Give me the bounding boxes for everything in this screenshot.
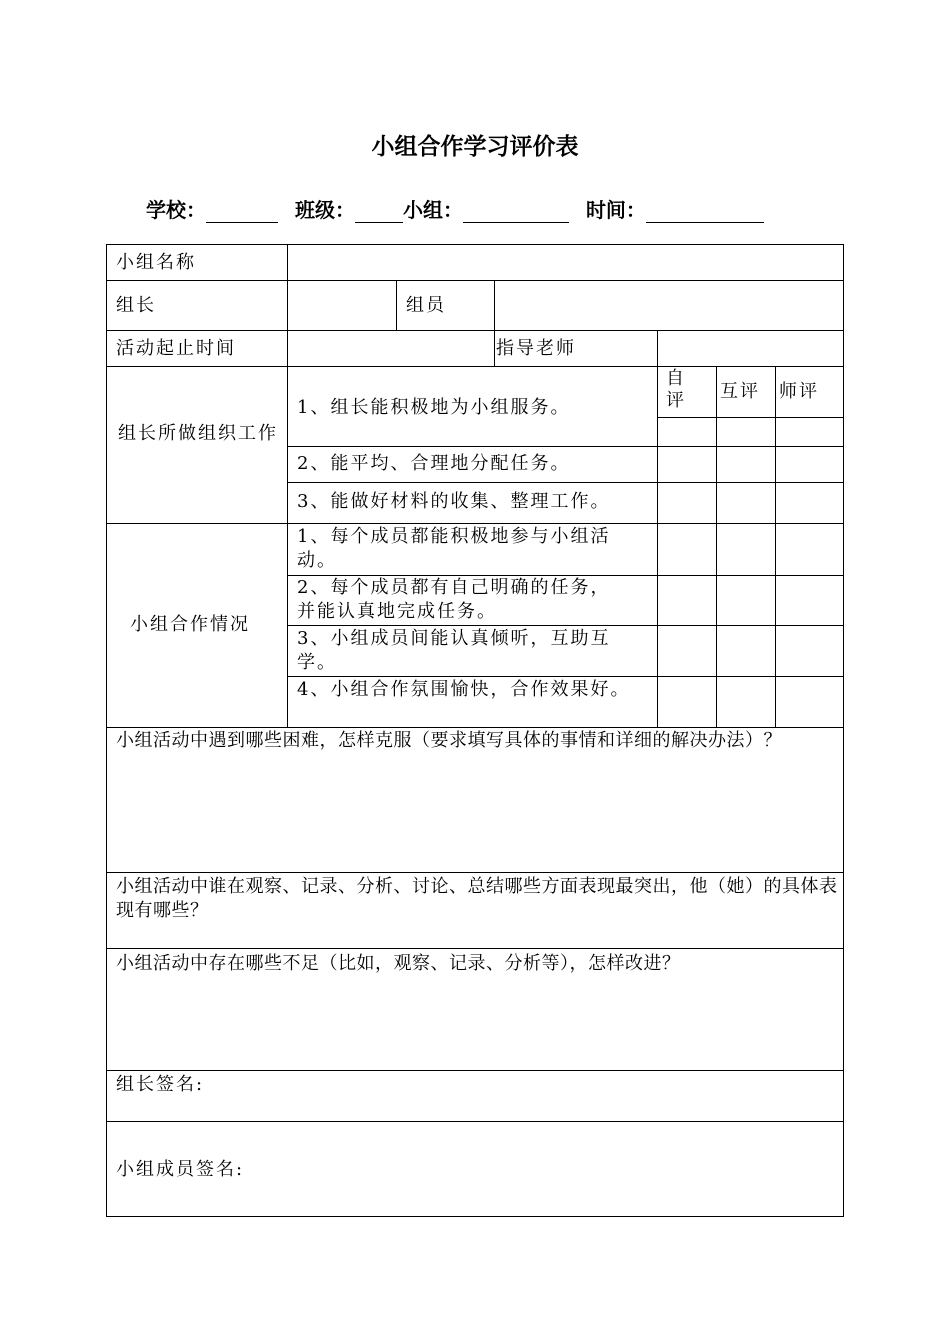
col-divider	[657, 330, 658, 727]
activity-time-label: 活动起止时间	[116, 338, 236, 359]
group-name-label: 小组名称	[116, 252, 196, 273]
time-blank[interactable]	[646, 200, 764, 223]
teacher-label: 指导老师	[496, 338, 576, 359]
row-divider	[106, 1070, 844, 1071]
cooperation-section-label: 小组合作情况	[130, 614, 250, 635]
group-blank[interactable]	[463, 200, 569, 223]
cooperation-item: 4、小组合作氛围愉快，合作效果好。	[297, 679, 631, 700]
question-shortcomings: 小组活动中存在哪些不足（比如，观察、记录、分析等），怎样改进？	[116, 953, 681, 974]
question-outstanding: 小组活动中谁在观察、记录、分析、讨论、总结哪些方面表现最突出，他（她）的具体表现有哪些？	[116, 876, 838, 921]
leader-item: 1、组长能积极地为小组服务。	[297, 397, 571, 418]
member-label: 组员	[406, 295, 446, 316]
school-blank[interactable]	[206, 200, 278, 223]
leader-label: 组长	[116, 295, 156, 316]
row-divider	[106, 280, 844, 281]
row-divider	[287, 482, 844, 483]
row-divider	[106, 366, 844, 367]
time-label: 时间：	[585, 198, 646, 222]
class-label: 班级：	[294, 198, 355, 222]
cooperation-item: 1、每个成员都能积极地参与小组活动。	[297, 526, 611, 571]
row-divider	[106, 1121, 844, 1122]
class-blank[interactable]	[355, 200, 403, 223]
col-divider	[775, 366, 776, 727]
leader-item: 2、能平均、合理地分配任务。	[297, 453, 571, 474]
row-divider	[106, 948, 844, 949]
cooperation-item: 3、小组成员间能认真倾听，互助互学。	[297, 628, 611, 673]
leader-item: 3、能做好材料的收集、整理工作。	[297, 491, 611, 512]
group-label: 小组：	[402, 198, 463, 222]
school-label: 学校：	[146, 198, 206, 222]
header-fields	[146, 194, 846, 223]
row-divider	[106, 872, 844, 873]
page-title: 小组合作学习评价表	[371, 134, 579, 160]
cooperation-item: 2、每个成员都有自己明确的任务，并能认真地完成任务。	[297, 577, 611, 622]
row-divider	[106, 330, 844, 331]
col-divider	[716, 366, 717, 727]
peer-eval-header: 互评	[720, 381, 760, 402]
question-difficulty: 小组活动中遇到哪些困难，怎样克服（要求填写具体的事情和详细的解决办法）？	[116, 730, 782, 751]
member-signature-label: 小组成员签名:	[116, 1159, 245, 1180]
leader-section-label: 组长所做组织工作	[118, 423, 278, 444]
col-divider	[396, 280, 397, 330]
self-eval-header: 自评	[666, 368, 686, 411]
row-divider	[287, 446, 844, 447]
row-divider	[657, 417, 844, 418]
col-divider	[287, 244, 288, 727]
teacher-eval-header: 师评	[779, 381, 819, 402]
leader-signature-label: 组长签名:	[116, 1074, 205, 1095]
